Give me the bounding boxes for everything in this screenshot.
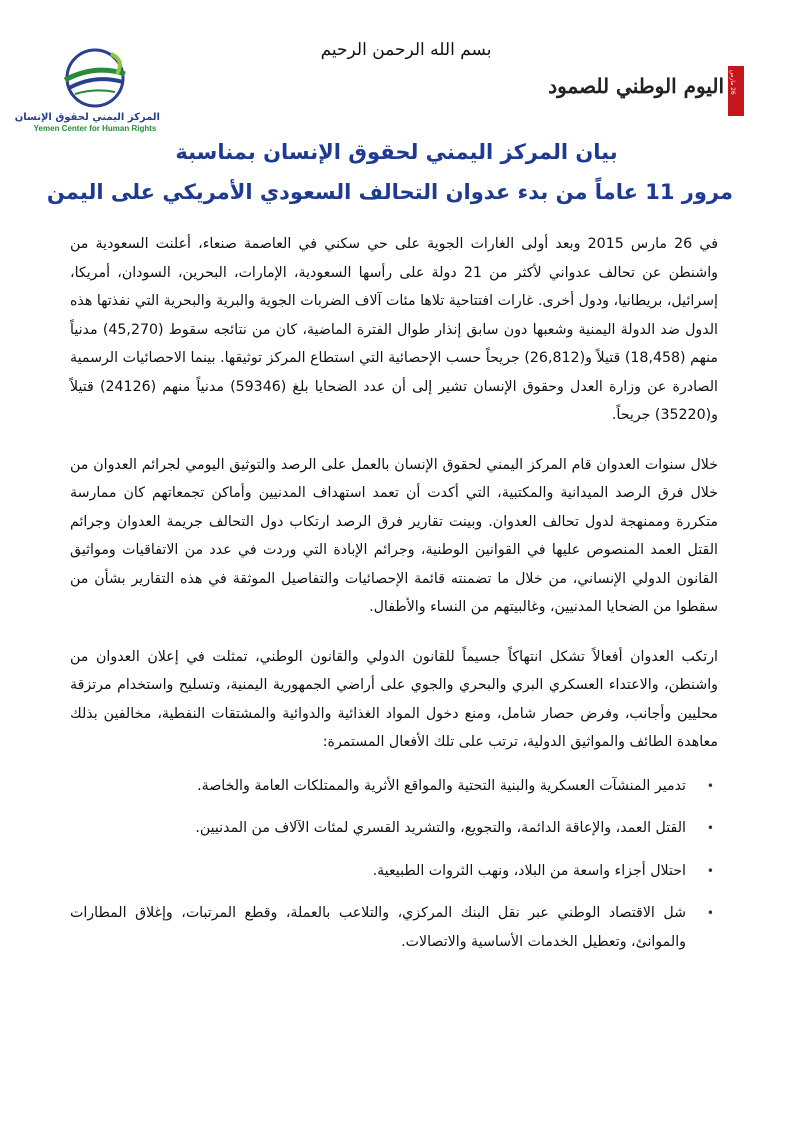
list-item: • القتل العمد، والإعاقة الدائمة، والتجويع، والتشريد القسري لمئات الآلاف من المدنيين. [70, 814, 686, 843]
statement-body [70, 230, 718, 970]
logo-arabic-name: المركز اليمني لحقوق الإنسان [14, 112, 160, 123]
list-item: • شل الاقتصاد الوطني عبر نقل البنك المركزي، والتلاعب بالعملة، وقطع المرتبات، وإغلاق المطارات والموانئ، وتعطيل الخدمات الأساسية والاتصالات. [70, 899, 686, 956]
statement-title-line-1: بيان المركز اليمني لحقوق الإنسان بمناسبة [175, 140, 618, 164]
resilience-day-red-bar [728, 66, 744, 116]
national-resilience-day-logo [548, 66, 744, 118]
list-item: • احتلال أجزاء واسعة من البلاد، ونهب الثروات الطبيعية. [70, 857, 686, 886]
resilience-day-text: اليوم الوطني للصمود [548, 74, 724, 98]
list-item: • تدمير المنشآت العسكرية والبنية التحتية والمواقع الأثرية والممتلكات العامة والخاصة. [70, 772, 686, 801]
paragraph-casualties: في 26 مارس 2015 وبعد أولى الغارات الجوية على حي سكني في العاصمة صنعاء، أعلنت السعودية من واشنطن عن تحالف عدواني لأكثر من 21 دولة على رأسها السعودية، الإمارات، البحرين، السودان، أمريكا، إسرائيل، بريطانيا، ودول أخرى. غارات افتتاحية تلاها مئات آلاف الضربات الجوية والبرية والبحرية التي نفذتها هذه الدول ضد الدولة اليمنية وشعبها دون سابق إنذار طوال الفترة الماضية، كان من نتائجه سقوط (45,270) مدنياً منهم (18,458) قتيلاً و(26,812) جريحاً حسب الإحصائية التي استطاع المركز توثيقها. بينما الاحصائيات الرسمية الصادرة عن وزارة العدل وحقوق الإنسان تشير إلى أن عدد الضحايا بلغ (59346) مدنياً منهم (24126) قتيلاً و(35220) جريحاً. [70, 236, 718, 423]
logo-english-name: Yemen Center for Human Rights [33, 124, 157, 133]
paragraph-monitoring: خلال سنوات العدوان قام المركز اليمني لحقوق الإنسان بالعمل على الرصد والتوثيق اليومي لجرائم العدوان من خلال فرق الرصد الميدانية والمكتبية، التي أكدت أن تعمد استهداف المدنيين وأماكن تجمعاتهم كان ممارسة متكررة وممنهجة لدول تحالف العدوان. وبينت تقارير فرق الرصد ارتكاب دول التحالف جريمة العدوان وجرائم القتل العمد المنصوص عليها في القوانين الوطنية، وجرائم الإبادة التي وردت في عدد من الاتفاقيات ومواثيق القانون الدولي الإنساني، من خلال ما تضمنته قائمة الإحصائيات والتفاصيل الموثقة في هذه التقارير بشأن من سقطوا من الضحايا المدنيين، وغالبيتهم من النساء والأطفال. [70, 456, 718, 615]
consequences-list [70, 772, 718, 957]
yemen-center-emblem-icon [55, 44, 135, 110]
yemen-center-logo [14, 44, 160, 133]
statement-title-line-2: مرور 11 عاماً من بدء عدوان التحالف السعودي الأمريكي على اليمن [46, 180, 733, 204]
paragraph-violations: ارتكب العدوان أفعالاً تشكل انتهاكاً جسيماً للقانون الدولي والقانون الوطني، تمثلت في إعلان العدوان من واشنطن، والاعتداء العسكري البري والبحري والجوي على أراضي الجمهورية اليمنية، وتسليح واستخدام مرتزقة محليين وأجانب، وفرض حصار شامل، ومنع دخول المواد الغذائية والدوائية والمشتقات النفطية، مخالفين بذلك معاهدة الطائف والمواثيق الدولية، ترتب على تلك الأفعال المستمرة: [70, 648, 718, 750]
basmala-text: بسم الله الرحمن الرحيم [320, 40, 492, 60]
basmala-calligraphy [316, 24, 496, 84]
resilience-day-date: 26 مارس [729, 70, 736, 95]
